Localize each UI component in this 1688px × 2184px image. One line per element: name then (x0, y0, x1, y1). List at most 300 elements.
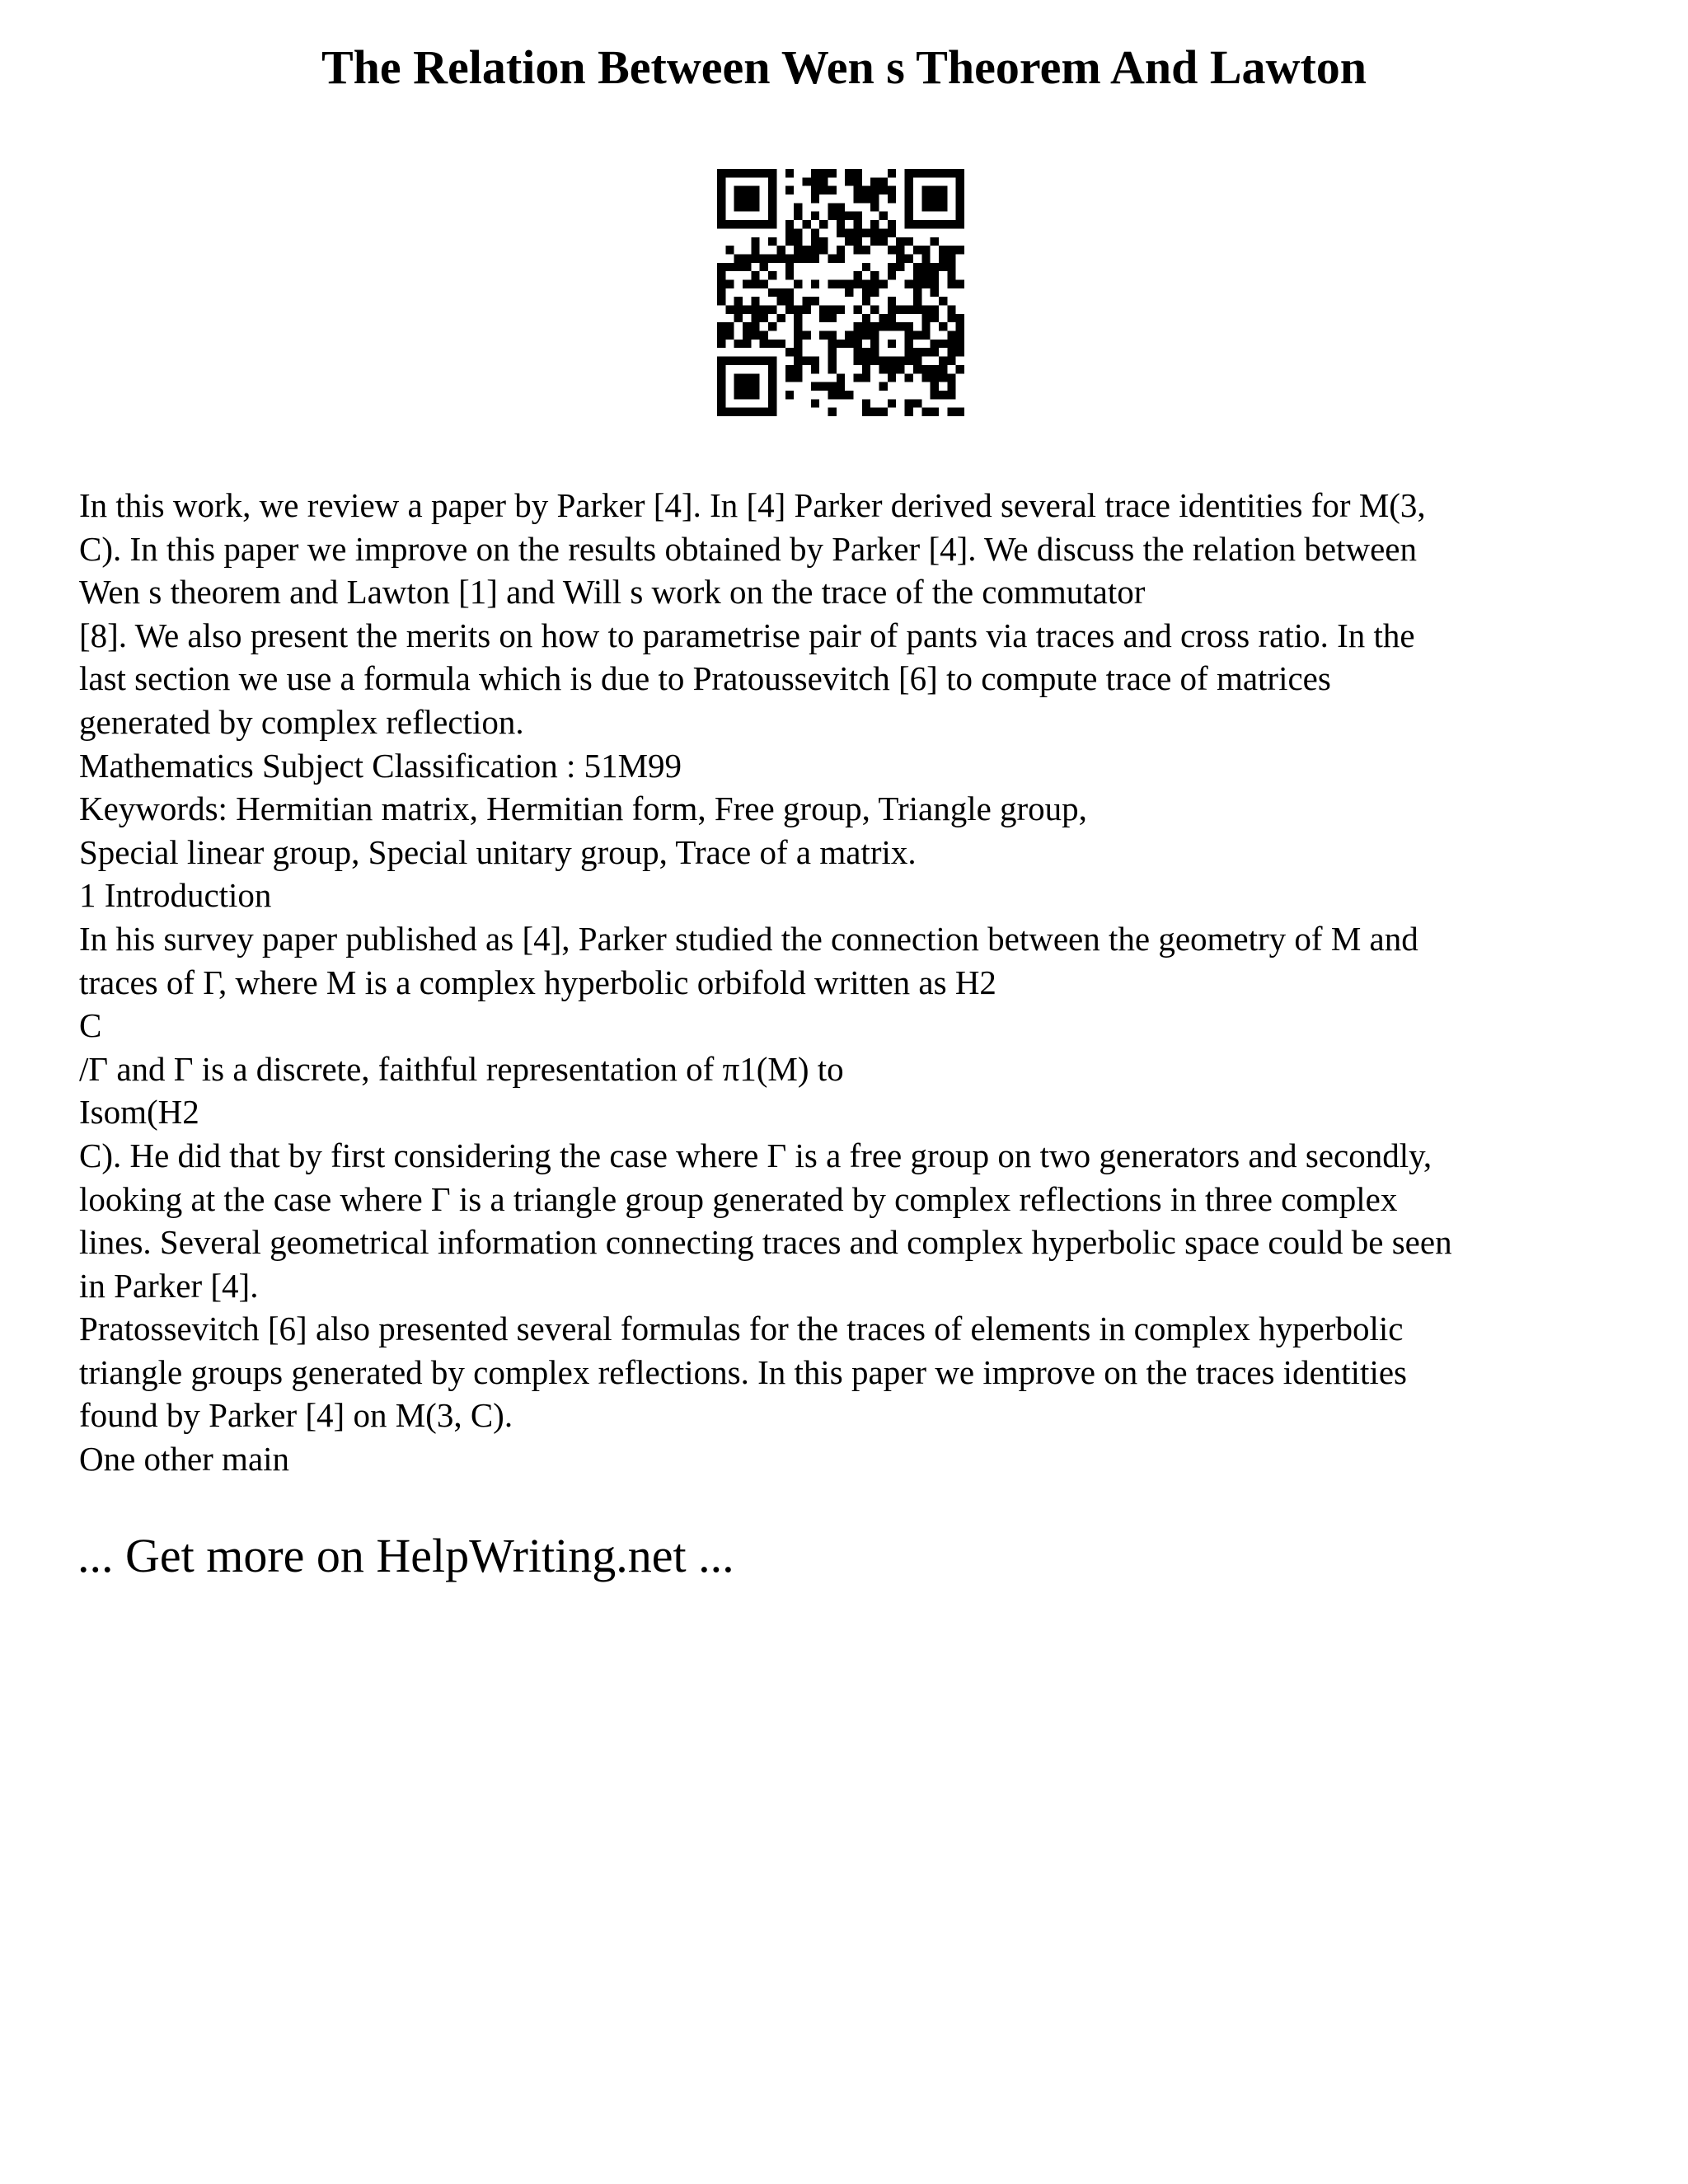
qr-module (768, 203, 776, 211)
qr-module (879, 212, 888, 220)
qr-module (905, 340, 913, 348)
qr-module (828, 382, 836, 391)
qr-module (725, 169, 734, 177)
body-line: /Γ and Γ is a discrete, faithful representation of π1(M) to (79, 1049, 844, 1088)
qr-module (870, 203, 879, 211)
qr-module (802, 177, 810, 185)
qr-module (760, 408, 768, 416)
qr-module (888, 297, 896, 305)
qr-module (794, 279, 802, 288)
qr-module (854, 331, 862, 340)
qr-module (794, 212, 802, 220)
qr-module (862, 228, 870, 237)
qr-module (743, 408, 751, 416)
qr-module (743, 279, 751, 288)
qr-module (913, 348, 921, 356)
qr-module (931, 186, 939, 194)
qr-module (734, 373, 743, 382)
qr-module (956, 194, 964, 203)
qr-module (751, 322, 759, 330)
qr-module (905, 279, 913, 288)
qr-module (888, 263, 896, 271)
qr-module (776, 288, 785, 297)
qr-module (956, 314, 964, 322)
qr-module (939, 391, 947, 399)
qr-module (819, 237, 828, 246)
qr-module (734, 297, 743, 305)
qr-module (725, 408, 734, 416)
qr-module (939, 263, 947, 271)
qr-module (717, 408, 725, 416)
qr-module (725, 220, 734, 228)
qr-module (947, 391, 955, 399)
qr-module (913, 288, 921, 297)
body-line: found by Parker [4] on M(3, C). (79, 1396, 513, 1435)
qr-module (819, 169, 828, 177)
qr-module (888, 186, 896, 194)
qr-module (751, 357, 759, 365)
qr-module (947, 382, 955, 391)
qr-module (862, 399, 870, 407)
qr-module (870, 357, 879, 365)
qr-module (931, 348, 939, 356)
qr-module (717, 399, 725, 407)
qr-module (785, 228, 794, 237)
qr-module (931, 306, 939, 314)
qr-module (870, 186, 879, 194)
qr-module (811, 297, 819, 305)
body-line: Wen s theorem and Lawton [1] and Will s work on the trace of the commutator (79, 573, 1146, 612)
qr-module (760, 314, 768, 322)
qr-module (931, 271, 939, 279)
qr-module (845, 169, 853, 177)
qr-module (879, 177, 888, 185)
qr-module (896, 306, 904, 314)
qr-module (921, 408, 930, 416)
qr-module (717, 220, 725, 228)
qr-module (725, 331, 734, 340)
qr-module (837, 220, 845, 228)
qr-module (717, 169, 725, 177)
qr-module (811, 237, 819, 246)
qr-module (734, 408, 743, 416)
qr-module (956, 220, 964, 228)
get-more-link[interactable]: ... Get more on HelpWriting.net ... (77, 1529, 734, 1582)
qr-module (947, 271, 955, 279)
qr-module (921, 348, 930, 356)
qr-module (939, 373, 947, 382)
qr-module (845, 177, 853, 185)
qr-module (802, 297, 810, 305)
qr-module (879, 322, 888, 330)
qr-module (913, 357, 921, 365)
qr-module (854, 237, 862, 246)
qr-module (785, 263, 794, 271)
qr-module (921, 220, 930, 228)
qr-module (785, 169, 794, 177)
qr-module (947, 373, 955, 382)
qr-module (734, 169, 743, 177)
qr-module (905, 254, 913, 262)
qr-module (819, 314, 828, 322)
qr-module (743, 391, 751, 399)
qr-module (768, 340, 776, 348)
qr-module (734, 254, 743, 262)
qr-module (845, 288, 853, 297)
qr-module (939, 297, 947, 305)
qr-module (870, 348, 879, 356)
qr-module (734, 203, 743, 211)
qr-module (947, 246, 955, 254)
qr-module (785, 297, 794, 305)
qr-module (717, 340, 725, 348)
qr-module (768, 306, 776, 314)
qr-module (862, 357, 870, 365)
qr-module (734, 314, 743, 322)
qr-module (905, 322, 913, 330)
qr-module (862, 331, 870, 340)
qr-module (913, 279, 921, 288)
qr-module (879, 382, 888, 391)
qr-module (905, 408, 913, 416)
qr-module (931, 194, 939, 203)
qr-module (845, 237, 853, 246)
qr-module (776, 254, 785, 262)
qr-module (870, 408, 879, 416)
qr-module (956, 322, 964, 330)
keywords-line: Special linear group, Special unitary group, Trace of a matrix. (79, 832, 917, 871)
qr-module (725, 263, 734, 271)
qr-module (921, 306, 930, 314)
qr-module (854, 279, 862, 288)
section-heading: 1 Introduction (79, 876, 272, 915)
qr-module (828, 365, 836, 373)
qr-module (862, 246, 870, 254)
qr-module (947, 357, 955, 365)
qr-module (743, 322, 751, 330)
qr-module (760, 331, 768, 340)
qr-module (905, 220, 913, 228)
qr-module (819, 382, 828, 391)
qr-module (921, 279, 930, 288)
qr-module (751, 194, 759, 203)
qr-module (837, 254, 845, 262)
qr-module (717, 373, 725, 382)
qr-module (921, 186, 930, 194)
qr-module (921, 246, 930, 254)
qr-module (845, 340, 853, 348)
qr-module (768, 288, 776, 297)
qr-module (837, 382, 845, 391)
qr-module (768, 194, 776, 203)
qr-module (760, 263, 768, 271)
qr-module (956, 348, 964, 356)
qr-module (811, 399, 819, 407)
qr-module (870, 279, 879, 288)
body-line: Pratossevitch [6] also presented several formulas for the traces of elements in complex hyperbolic (79, 1310, 1404, 1348)
qr-module (794, 203, 802, 211)
qr-module (854, 271, 862, 279)
qr-module (828, 279, 836, 288)
qr-module (768, 391, 776, 399)
qr-module (828, 212, 836, 220)
qr-module (768, 382, 776, 391)
qr-module (794, 228, 802, 237)
qr-module (862, 408, 870, 416)
qr-module (785, 391, 794, 399)
qr-module (828, 306, 836, 314)
qr-module (939, 194, 947, 203)
qr-module (734, 382, 743, 391)
qr-module (794, 373, 802, 382)
qr-module (939, 322, 947, 330)
qr-module (828, 408, 836, 416)
qr-module (939, 169, 947, 177)
body-line: C (79, 1006, 102, 1045)
qr-module (896, 246, 904, 254)
qr-module (931, 408, 939, 416)
qr-module (760, 254, 768, 262)
qr-module (888, 322, 896, 330)
qr-module (879, 357, 888, 365)
qr-module (956, 331, 964, 340)
qr-module (802, 220, 810, 228)
qr-module (751, 408, 759, 416)
qr-module (845, 279, 853, 288)
qr-module (725, 246, 734, 254)
body-line: One other main (79, 1440, 290, 1479)
qr-module (828, 348, 836, 356)
qr-module (743, 203, 751, 211)
qr-module (947, 169, 955, 177)
qr-module (794, 306, 802, 314)
qr-module (768, 177, 776, 185)
qr-module (819, 331, 828, 340)
qr-module (751, 331, 759, 340)
qr-module (854, 212, 862, 220)
qr-module (760, 169, 768, 177)
qr-module (854, 357, 862, 365)
qr-module (939, 246, 947, 254)
qr-module (905, 169, 913, 177)
qr-module (811, 228, 819, 237)
qr-module (768, 186, 776, 194)
qr-module (802, 357, 810, 365)
qr-module (854, 246, 862, 254)
keywords-line: Keywords: Hermitian matrix, Hermitian form, Free group, Triangle group, (79, 790, 1087, 828)
qr-module (776, 340, 785, 348)
qr-module (896, 322, 904, 330)
qr-module (802, 254, 810, 262)
qr-module (725, 306, 734, 314)
qr-module (947, 254, 955, 262)
body-line: C). He did that by first considering the case where Γ is a free group on two generators and secondly, (79, 1136, 1432, 1174)
body-line: triangle groups generated by complex reflections. In this paper we improve on the traces identities (79, 1352, 1407, 1391)
qr-module (870, 237, 879, 246)
qr-module (905, 212, 913, 220)
qr-module (956, 169, 964, 177)
qr-module (725, 322, 734, 330)
qr-module (785, 288, 794, 297)
qr-module (888, 228, 896, 237)
qr-module (734, 306, 743, 314)
body-line: [8]. We also present the merits on how to parametrise pair of pants via traces and cross ratio. In the (79, 616, 1415, 654)
qr-module (905, 203, 913, 211)
qr-module (717, 279, 725, 288)
qr-module (879, 279, 888, 288)
qr-module (768, 399, 776, 407)
qr-module (879, 365, 888, 373)
qr-module (837, 203, 845, 211)
qr-module (939, 357, 947, 365)
qr-module (921, 373, 930, 382)
qr-module (913, 263, 921, 271)
qr-module (921, 169, 930, 177)
qr-module (854, 306, 862, 314)
qr-module (845, 212, 853, 220)
qr-module (905, 194, 913, 203)
qr-module (854, 186, 862, 194)
qr-module (743, 331, 751, 340)
qr-module (931, 288, 939, 297)
qr-module (870, 228, 879, 237)
qr-module (854, 322, 862, 330)
qr-module (870, 271, 879, 279)
qr-module (947, 314, 955, 322)
qr-module (828, 169, 836, 177)
qr-module (743, 220, 751, 228)
qr-module (862, 365, 870, 373)
qr-module (939, 186, 947, 194)
qr-module (888, 306, 896, 314)
qr-module (862, 348, 870, 356)
qr-module (947, 331, 955, 340)
qr-module (931, 220, 939, 228)
qr-module (905, 237, 913, 246)
qr-module (896, 365, 904, 373)
qr-module (939, 340, 947, 348)
qr-module (811, 254, 819, 262)
qr-module (913, 306, 921, 314)
qr-module (837, 279, 845, 288)
qr-module (879, 186, 888, 194)
body-line: C). In this paper we improve on the results obtained by Parker [4]. We discuss the relation between (79, 529, 1417, 568)
qr-module (768, 357, 776, 365)
qr-module (751, 203, 759, 211)
qr-module (785, 186, 794, 194)
qr-module (828, 357, 836, 365)
qr-module (913, 297, 921, 305)
qr-module (913, 399, 921, 407)
qr-module (905, 399, 913, 407)
qr-module (717, 177, 725, 185)
qr-module (794, 237, 802, 246)
qr-module (794, 322, 802, 330)
qr-module (785, 373, 794, 382)
qr-module (888, 220, 896, 228)
qr-module (888, 246, 896, 254)
qr-module (862, 314, 870, 322)
qr-module (743, 373, 751, 382)
qr-module (888, 194, 896, 203)
qr-code-icon[interactable] (717, 169, 964, 416)
qr-module (913, 169, 921, 177)
qr-module (802, 306, 810, 314)
qr-module (913, 331, 921, 340)
qr-module (931, 237, 939, 246)
qr-module (921, 263, 930, 271)
body-line: In his survey paper published as [4], Parker studied the connection between the geometry of M and (79, 919, 1418, 958)
qr-module (776, 297, 785, 305)
qr-module (870, 306, 879, 314)
qr-module (743, 254, 751, 262)
qr-module (870, 288, 879, 297)
qr-module (768, 254, 776, 262)
qr-module (939, 203, 947, 211)
qr-module (837, 212, 845, 220)
qr-module (896, 237, 904, 246)
qr-module (717, 331, 725, 340)
qr-module (751, 220, 759, 228)
qr-module (717, 288, 725, 297)
qr-module (845, 228, 853, 237)
qr-module (896, 357, 904, 365)
qr-module (717, 322, 725, 330)
qr-module (760, 220, 768, 228)
qr-module (888, 399, 896, 407)
qr-module (819, 177, 828, 185)
qr-module (837, 306, 845, 314)
qr-module (819, 220, 828, 228)
qr-module (947, 348, 955, 356)
qr-module (828, 391, 836, 399)
document-title: The Relation Between Wen s Theorem And Lawton (321, 40, 1367, 94)
qr-module (717, 186, 725, 194)
qr-module (743, 357, 751, 365)
qr-module (811, 194, 819, 203)
qr-module (802, 246, 810, 254)
qr-module (785, 306, 794, 314)
qr-module (751, 237, 759, 246)
qr-module (862, 263, 870, 271)
body-line: looking at the case where Γ is a triangle group generated by complex reflections in three complex (79, 1179, 1398, 1218)
qr-module (837, 228, 845, 237)
qr-module (905, 357, 913, 365)
qr-module (837, 391, 845, 399)
qr-module (947, 279, 955, 288)
qr-module (819, 246, 828, 254)
qr-module (828, 186, 836, 194)
qr-module (921, 271, 930, 279)
qr-module (870, 340, 879, 348)
qr-module (734, 391, 743, 399)
qr-module (743, 340, 751, 348)
qr-module (837, 373, 845, 382)
qr-module (905, 177, 913, 185)
qr-module (811, 382, 819, 391)
qr-module (768, 408, 776, 416)
qr-module (785, 271, 794, 279)
qr-module (794, 357, 802, 365)
qr-module (751, 297, 759, 305)
qr-module (862, 373, 870, 382)
qr-module (751, 382, 759, 391)
qr-module (717, 271, 725, 279)
qr-module (794, 331, 802, 340)
qr-module (854, 340, 862, 348)
qr-module (811, 279, 819, 288)
qr-module (956, 203, 964, 211)
